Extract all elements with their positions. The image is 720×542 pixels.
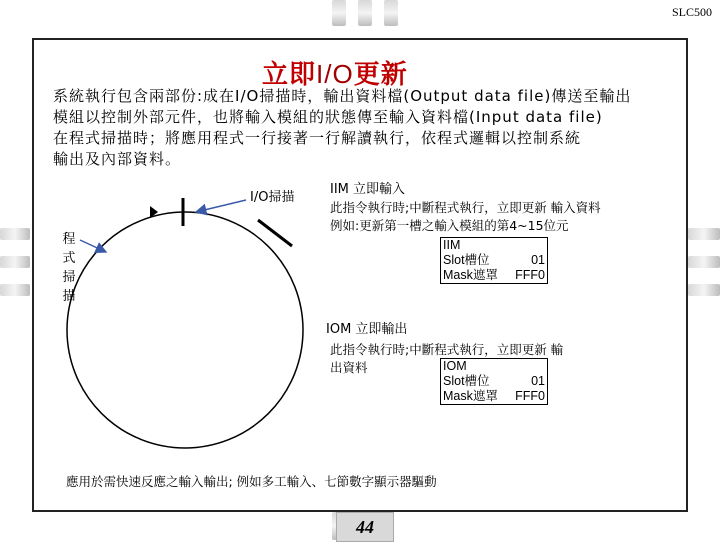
slot-value: 01 [531,253,545,267]
iom-heading: IOM 立即輸出 [326,322,408,337]
io-scan-label: I/O掃描 [250,190,295,205]
page-number: 44 [336,512,394,542]
iom-mask-row [443,389,545,404]
intro-line: 系統執行包含兩部份:成在I/O掃描時，輸出資料檔(Output data file)傳送至輸出 [53,87,632,105]
slot-label: Slot槽位 [443,253,490,267]
title-part: I/O [316,59,354,89]
iim-desc-line: 此指令執行時;中斷程式執行，立即更新 輸入資料 [330,200,601,215]
iom-instruction-box [440,358,548,405]
iim-slot-row [443,253,545,268]
iim-box-name: IIM [443,238,461,252]
iom-desc-line: 此指令執行時;中斷程式執行，立即更新 輸 [330,342,564,357]
io-scan-arrow [196,200,246,212]
slide-id: SLC500 [671,5,712,19]
iim-desc-line: 例如:更新第一槽之輸入模組的第4~15位元 [330,218,569,233]
iim-instruction-box [440,237,548,284]
program-scan-char: 掃 [62,270,76,285]
slot-value: 01 [531,374,545,388]
program-scan-char: 程 [62,232,76,247]
iim-heading: IIM 立即輸入 [330,182,406,197]
mask-value: FFF0 [515,389,545,403]
iom-box-name: IOM [443,359,467,373]
footer-note: 應用於需快速反應之輸入輸出; 例如多工輸入、七節數字顯示器驅動 [66,474,437,489]
program-scan-label [62,230,76,306]
intro-line: 輸出及內部資料。 [53,150,182,168]
scan-circle [67,212,303,448]
title-part: 更新 [353,60,408,90]
intro-line: 在程式掃描時；將應用程式一行接著一行解讀執行，依程式邏輯以控制系統 [53,129,582,147]
slot-label: Slot槽位 [443,374,490,388]
program-scan-char: 式 [62,251,76,266]
program-scan-char: 描 [62,289,76,304]
mask-value: FFF0 [515,268,545,282]
title-part: 立即 [262,60,317,90]
intro-line: 模組以控制外部元件，也將輸入模組的狀態傳至輸入資料檔(Input data file) [53,108,603,126]
iim-mask-row [443,268,545,283]
mask-label: Mask遮罩 [443,389,498,403]
iom-slot-row [443,374,545,389]
iom-desc-line: 出資料 [330,360,368,375]
mask-label: Mask遮罩 [443,268,498,282]
